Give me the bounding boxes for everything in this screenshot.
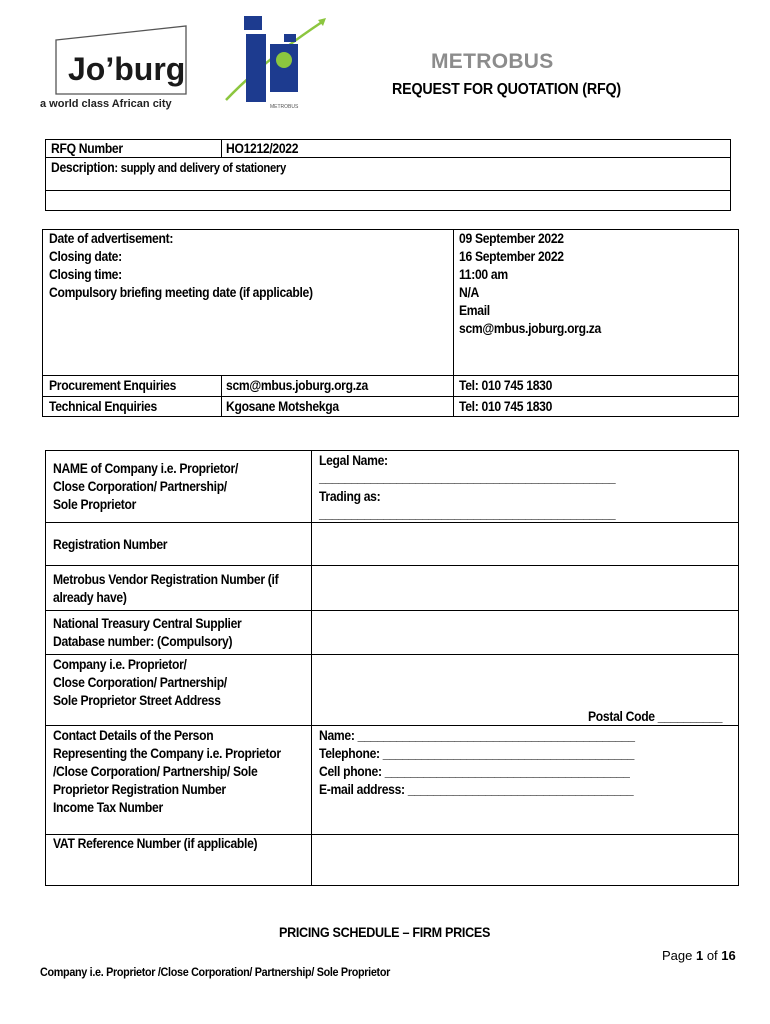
csd-line: Database number: (Compulsory)	[53, 634, 233, 649]
closing-time-label: Closing time:	[49, 267, 122, 282]
street-address-field[interactable]	[313, 656, 737, 706]
company-name-line: NAME of Company i.e. Proprietor/	[53, 461, 239, 476]
metrobus-logo-text: METROBUS	[270, 104, 299, 110]
page-of: of	[703, 948, 722, 963]
vendor-registration-field[interactable]	[313, 567, 737, 609]
procurement-enquiries-label: Procurement Enquiries	[49, 378, 177, 393]
company-name-label	[53, 460, 238, 514]
contact-name-field[interactable]: Name: ___________________________________________	[319, 728, 635, 743]
pricing-heading: PRICING SCHEDULE – FIRM PRICES	[279, 924, 491, 940]
vat-reference-label: VAT Reference Number (if applicable)	[53, 836, 258, 851]
contact-details-label	[53, 727, 281, 817]
date-advertisement-value: 09 September 2022	[459, 231, 564, 246]
address-line: Company i.e. Proprietor/	[53, 657, 187, 672]
income-tax-field[interactable]	[313, 800, 737, 833]
closing-time-value: 11:00 am	[459, 267, 508, 282]
company-name-line: Close Corporation/ Partnership/	[53, 479, 227, 494]
address-line: Sole Proprietor Street Address	[53, 693, 221, 708]
vendor-reg-line: already have)	[53, 590, 127, 605]
legal-name-field[interactable]: ______________________________________________	[319, 470, 616, 485]
date-advertisement-label: Date of advertisement:	[49, 231, 174, 246]
procurement-enquiries-contact: scm@mbus.joburg.org.za	[226, 378, 368, 393]
page-prefix: Page	[662, 948, 696, 963]
description-label: Description	[51, 160, 115, 175]
postal-code-field[interactable]: Postal Code __________	[588, 709, 723, 724]
address-line: Close Corporation/ Partnership/	[53, 675, 227, 690]
description-value: : supply and delivery of stationery	[114, 161, 286, 175]
email-value: scm@mbus.joburg.org.za	[459, 321, 601, 336]
procurement-enquiries-tel: Tel: 010 745 1830	[459, 378, 553, 393]
contact-cellphone-field[interactable]: Cell phone: ______________________________________	[319, 764, 630, 779]
doc-title: REQUEST FOR QUOTATION (RFQ)	[392, 81, 621, 98]
rfq-description	[51, 159, 286, 177]
trading-as-label: Trading as:	[319, 489, 381, 504]
contact-fields	[319, 727, 635, 799]
org-name: METROBUS	[431, 50, 554, 73]
rfq-number-label: RFQ Number	[51, 141, 123, 156]
income-tax-label: Income Tax Number	[53, 800, 163, 815]
csd-line: National Treasury Central Supplier	[53, 616, 242, 631]
closing-date-label: Closing date:	[49, 249, 122, 264]
vendor-reg-line: Metrobus Vendor Registration Number (if	[53, 572, 279, 587]
page-number	[662, 948, 736, 963]
registration-number-field[interactable]	[313, 524, 737, 564]
csd-number-field[interactable]	[313, 612, 737, 653]
trading-as-field[interactable]: ______________________________________________	[319, 506, 616, 521]
csd-number-label	[53, 615, 241, 651]
contact-line: Contact Details of the Person	[53, 728, 214, 743]
contact-email-field[interactable]: E-mail address: ___________________________________	[319, 782, 634, 797]
technical-enquiries-contact: Kgosane Motshekga	[226, 399, 339, 414]
page-current: 1	[695, 948, 704, 963]
briefing-meeting-value: N/A	[459, 285, 479, 300]
vat-reference-field[interactable]	[313, 836, 737, 884]
metrobus-logo-mark	[222, 14, 330, 110]
joburg-logo-text: Jo’burg	[68, 51, 186, 87]
tagline: a world class African city	[40, 98, 172, 110]
technical-enquiries-label: Technical Enquiries	[49, 399, 157, 414]
footer-text: Company i.e. Proprietor /Close Corporation/ Partnership/ Sole Proprietor	[40, 965, 390, 979]
email-label: Email	[459, 303, 490, 318]
contact-line: /Close Corporation/ Partnership/ Sole	[53, 764, 258, 779]
company-name-line: Sole Proprietor	[53, 497, 137, 512]
closing-date-value: 16 September 2022	[459, 249, 564, 264]
vendor-registration-label	[53, 571, 278, 607]
registration-number-label: Registration Number	[53, 537, 168, 552]
rfq-number-value: HO1212/2022	[226, 141, 299, 156]
page-total: 16	[721, 948, 736, 963]
contact-line: Proprietor Registration Number	[53, 782, 226, 797]
metrobus-logo	[222, 14, 330, 110]
legal-name-label: Legal Name:	[319, 453, 388, 468]
technical-enquiries-tel: Tel: 010 745 1830	[459, 399, 553, 414]
contact-telephone-field[interactable]: Telephone: _______________________________________	[319, 746, 635, 761]
street-address-label	[53, 656, 227, 710]
briefing-meeting-label: Compulsory briefing meeting date (if applicable)	[49, 285, 313, 300]
contact-line: Representing the Company i.e. Proprietor	[53, 746, 281, 761]
